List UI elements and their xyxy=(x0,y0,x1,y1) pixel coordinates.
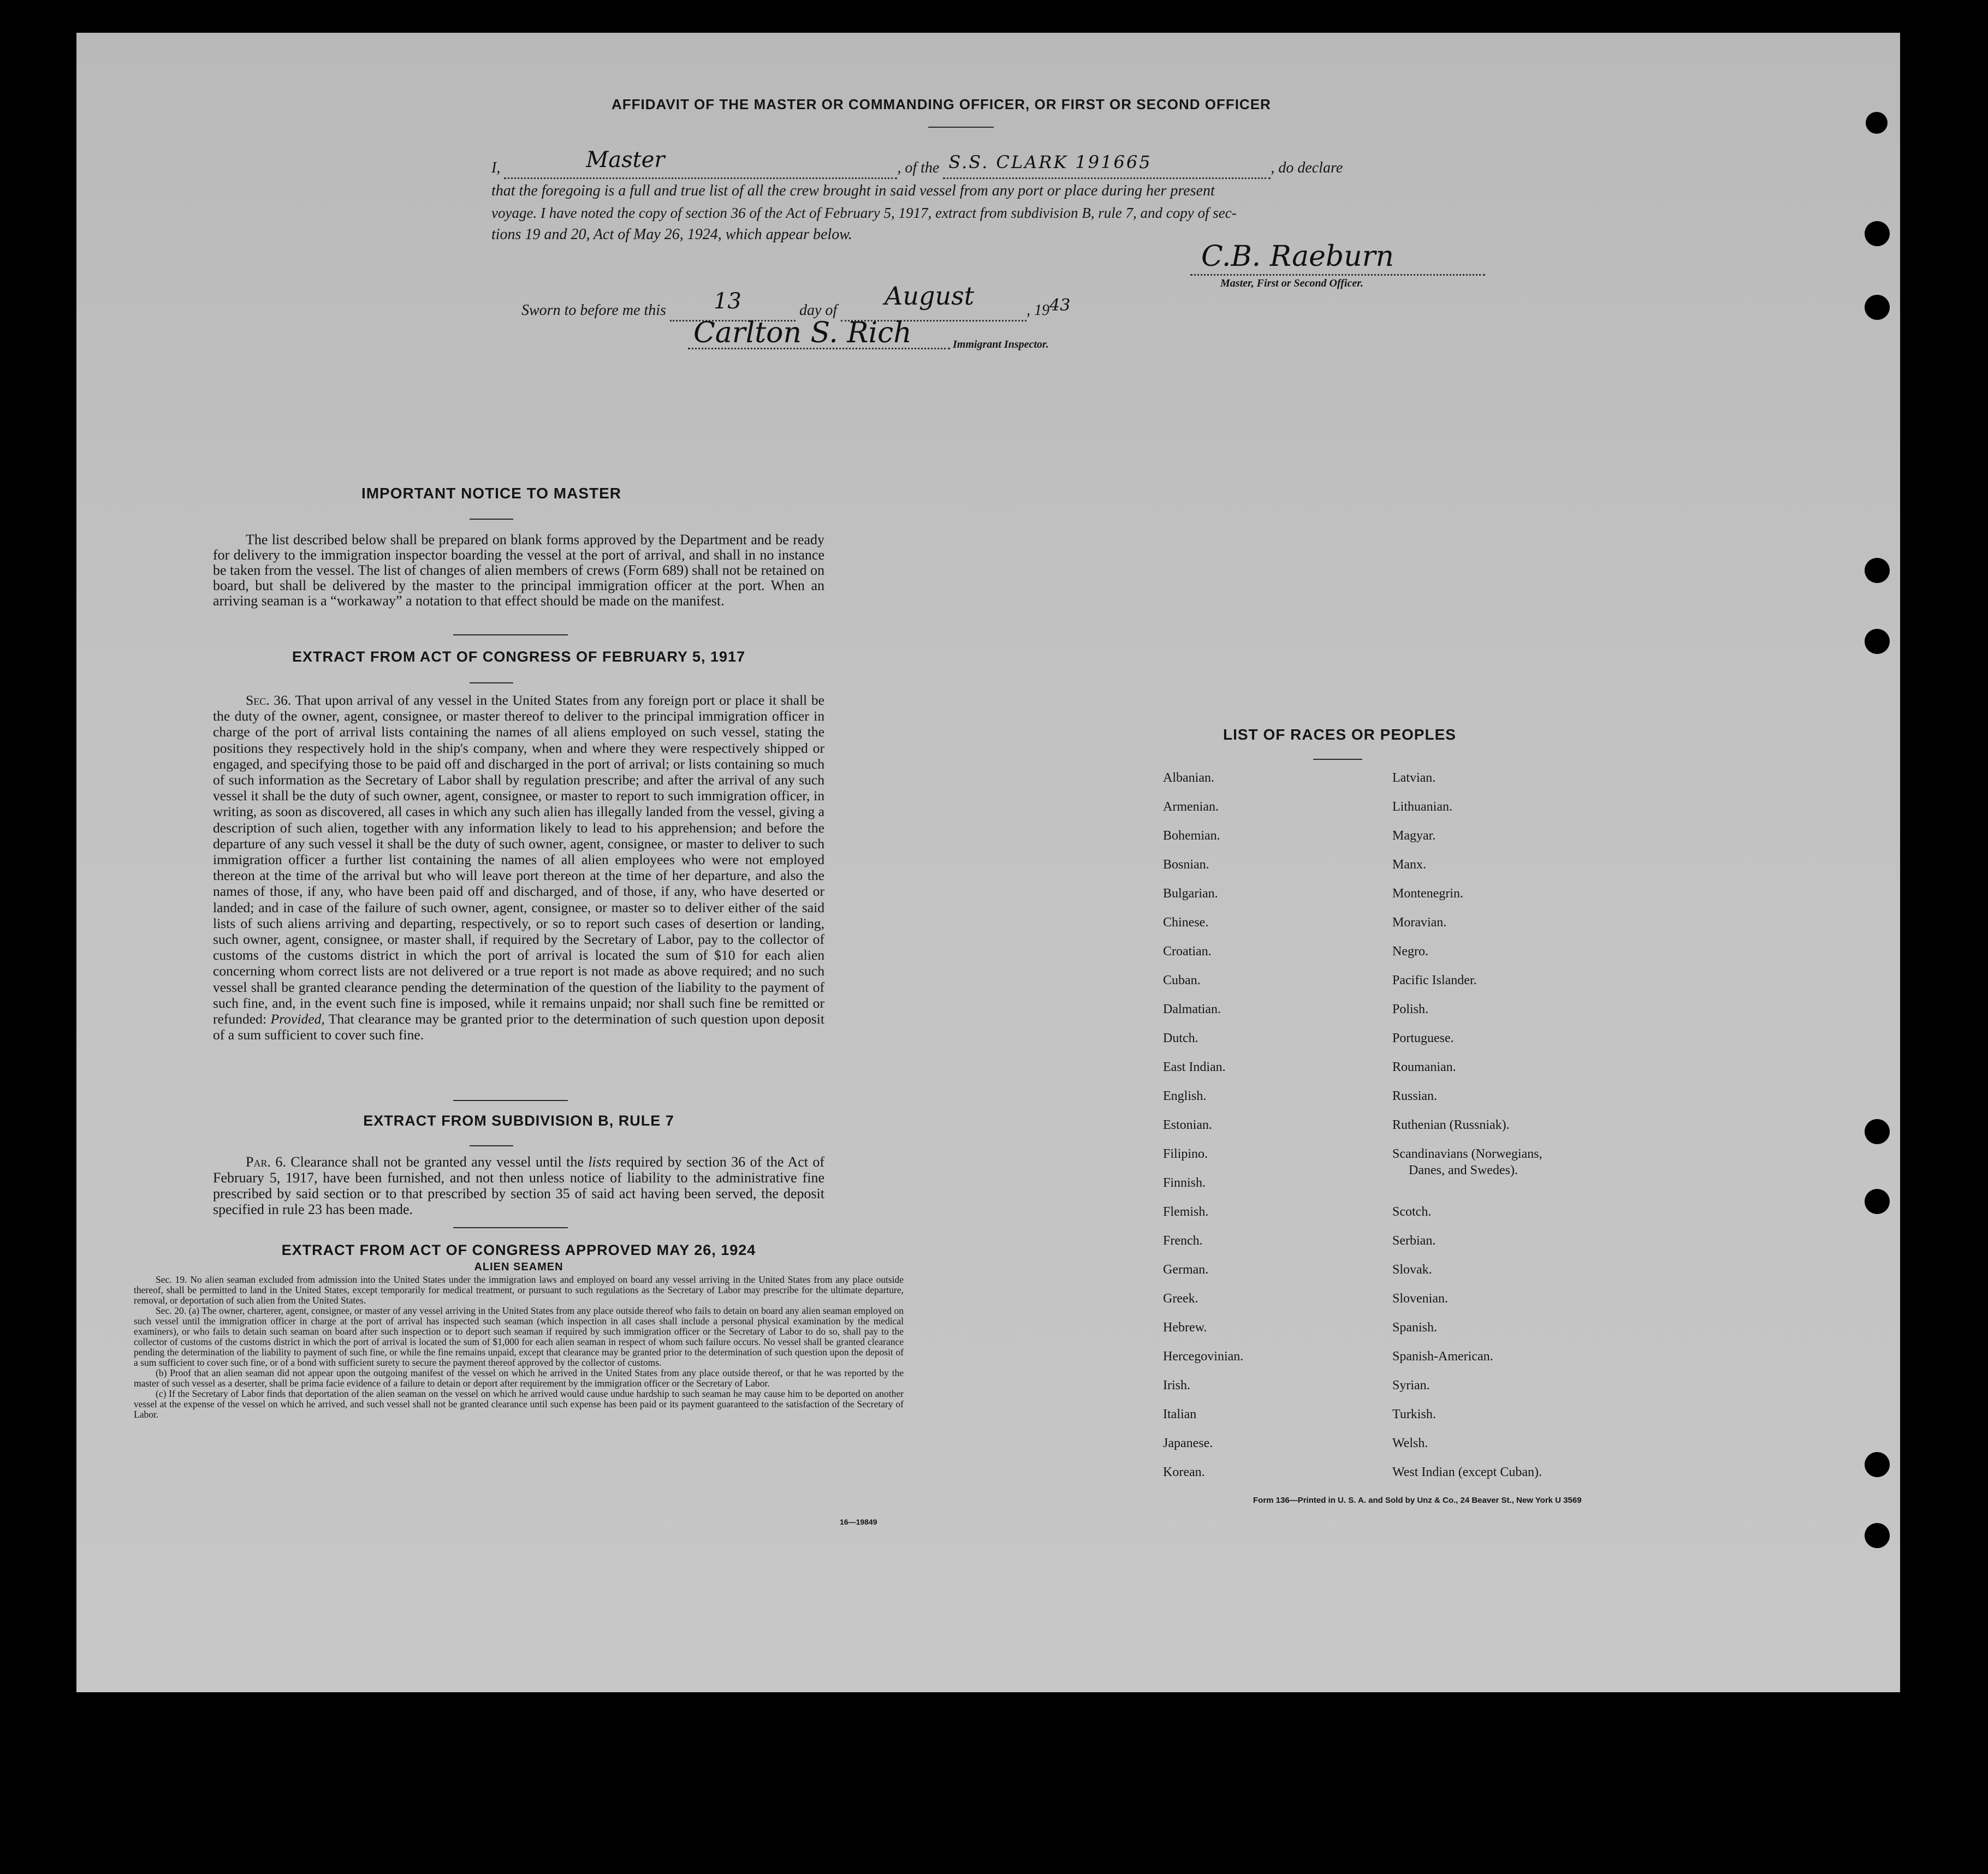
rule7-heading: EXTRACT FROM SUBDIVISION B, RULE 7 xyxy=(363,1112,674,1129)
punch-hole xyxy=(1865,221,1890,246)
race-item: Greek. xyxy=(1163,1292,1198,1306)
race-item: East Indian. xyxy=(1163,1060,1226,1074)
race-item: Japanese. xyxy=(1163,1436,1213,1450)
race-item: Negro. xyxy=(1392,944,1428,959)
race-item: Armenian. xyxy=(1163,800,1219,814)
extract-1917-text: Sec. 36. That upon arrival of any vessel in the United States from any foreign port or place it shall be the duty of the owner, agent, consignee, or master thereof to deliver to the principal immigration officer in charge of the port of arrival lists containing the names of all aliens employed on such vessel, stating the positions they respectively hold in the ship's company, when and where they were respectively shipped or engaged, and specifying those to be paid off and discharged in the port of arrival; or lists containing so much of such information as the Secretary of Labor shall by regulation prescribe; and after the arrival of any such vessel it shall be the duty of such owner, agent, consignee, or master to report to such immigration officer, in writing, as soon as discovered, all cases in which any such alien has illegally landed from the vessel, giving a description of such alien, together with any information likely to lead to his apprehension; and before the departure of any such vessel it shall be the duty of such owner, agent, consignee, or master to deliver to such immigration officer a further list containing the names of all alien employees who were not employed thereon at the time of the arrival but who will leave port thereon at the time of her departure, and also the names of those, if any, who have been paid off and discharged, and of those, if any, who have deserted or landed; and in case of the failure of such owner, agent, consignee, or master so to deliver either of the said lists of such aliens arriving and departing, respectively, or so to report such cases of desertion or landing, such owner, agent, consignee, or master shall, if required by the Secretary of Labor, pay to the collector of customs of the customs district in which the port of arrival is located the sum of $10 for each alien concerning whom correct lists are not delivered or a true report is not made as above required; and no such vessel shall be granted clearance pending the determination of the question of the liability to the payment of such fine, and, in the event such fine is imposed, while it remains unpaid; nor shall such fine be remitted or refunded: Provided, That clearance may be granted prior to the determination of such question upon deposit of a sum sufficient to cover such fine. xyxy=(213,692,824,1043)
race-item: Scotch. xyxy=(1392,1205,1432,1219)
affidavit-line-2: that the foregoing is a full and true list of all the crew brought in said vessel from any port or place during her present xyxy=(491,182,1215,199)
race-item: Italian xyxy=(1163,1407,1197,1421)
race-item: Russian. xyxy=(1392,1089,1438,1103)
divider xyxy=(470,1145,513,1146)
manifest-page xyxy=(76,33,1900,1692)
punch-hole xyxy=(1865,1189,1890,1214)
punch-hole xyxy=(1865,558,1890,583)
race-item: Magyar. xyxy=(1392,829,1436,843)
race-item: Estonian. xyxy=(1163,1118,1212,1132)
notice-heading: IMPORTANT NOTICE TO MASTER xyxy=(361,485,622,502)
inspector-signature-line xyxy=(688,347,950,349)
punch-hole xyxy=(1865,1523,1890,1548)
race-item: Syrian. xyxy=(1392,1378,1430,1393)
notice-text: The list described below shall be prepared on blank forms approved by the Department and be ready for delivery to the immigration inspector boarding the vessel at the port of arrival, and shall in no instance be taken from the vessel. The list of changes of alien members of crews (Form 689) shall not be retained on board, but shall be delivered by the master to the principal immigration officer at the port. When an arriving seaman is a “workaway” a notation to that effect should be made on the manifest. xyxy=(213,532,824,609)
extract-1917-heading: EXTRACT FROM ACT OF CONGRESS OF FEBRUARY 5, 1917 xyxy=(292,649,746,665)
race-item: Bohemian. xyxy=(1163,829,1220,843)
race-item: Irish. xyxy=(1163,1378,1190,1393)
affidavit-line-4: tions 19 and 20, Act of May 26, 1924, which appear below. xyxy=(491,226,852,243)
sworn-line: Sworn to before me this 13 day of August , 1943 xyxy=(521,299,1070,322)
race-item: Korean. xyxy=(1163,1465,1205,1479)
race-item: French. xyxy=(1163,1234,1203,1248)
sworn-month-handwritten: August xyxy=(885,281,975,311)
race-item: Slovenian. xyxy=(1392,1292,1448,1306)
race-item: Danes, and Swedes). xyxy=(1409,1163,1518,1177)
race-item: Polish. xyxy=(1392,1002,1429,1016)
race-item: Bulgarian. xyxy=(1163,887,1218,901)
divider xyxy=(453,1100,568,1101)
race-item: English. xyxy=(1163,1089,1207,1103)
form-code: 16—19849 xyxy=(840,1518,877,1526)
race-item: Flemish. xyxy=(1163,1205,1209,1219)
race-item: Pacific Islander. xyxy=(1392,973,1477,987)
race-item: Portuguese. xyxy=(1392,1031,1454,1045)
race-item: Dutch. xyxy=(1163,1031,1198,1045)
inspector-label: Immigrant Inspector. xyxy=(953,338,1049,350)
punch-hole xyxy=(1865,1119,1890,1144)
race-item: Scandinavians (Norwegians, xyxy=(1392,1147,1542,1161)
race-item: Welsh. xyxy=(1392,1436,1428,1450)
year-handwritten: 43 xyxy=(1049,296,1071,315)
vessel-name-field xyxy=(943,152,1271,179)
sworn-day-handwritten: 13 xyxy=(713,289,741,314)
race-item: Dalmatian. xyxy=(1163,1002,1221,1016)
divider xyxy=(470,682,513,683)
form-footer: Form 136—Printed in U. S. A. and Sold by Unz & Co., 24 Beaver St., New York U 3569 xyxy=(1253,1496,1582,1505)
race-item: Lithuanian. xyxy=(1392,800,1452,814)
master-signature: C.B. Raeburn xyxy=(1201,240,1394,273)
inspector-signature: Carlton S. Rich xyxy=(693,317,912,349)
master-name-handwritten: Master xyxy=(586,147,665,172)
race-item: Spanish. xyxy=(1392,1320,1438,1335)
race-item: Montenegrin. xyxy=(1392,887,1463,901)
race-item: West Indian (except Cuban). xyxy=(1392,1465,1542,1479)
race-item: German. xyxy=(1163,1263,1209,1277)
race-item: Roumanian. xyxy=(1392,1060,1456,1074)
race-item: Serbian. xyxy=(1392,1234,1436,1248)
race-item: Ruthenian (Russniak). xyxy=(1392,1118,1510,1132)
affidavit-heading: AFFIDAVIT OF THE MASTER OR COMMANDING OFFICER, OR FIRST OR SECOND OFFICER xyxy=(612,96,1271,112)
alien-seamen-subheading: ALIEN SEAMEN xyxy=(474,1261,563,1273)
race-item: Filipino. xyxy=(1163,1147,1208,1161)
race-item: Moravian. xyxy=(1392,915,1447,930)
race-item: Spanish-American. xyxy=(1392,1349,1493,1364)
divider xyxy=(470,519,513,520)
race-item: Chinese. xyxy=(1163,915,1209,930)
races-heading: LIST OF RACES OR PEOPLES xyxy=(1223,726,1456,743)
race-item: Bosnian. xyxy=(1163,858,1209,872)
race-item: Manx. xyxy=(1392,858,1426,872)
vessel-name-handwritten: S.S. CLARK 191665 xyxy=(948,152,1152,172)
rule7-text: Par. 6. Clearance shall not be granted any vessel until the lists required by section 36 of the Act of February 5, 1917, have been furnished, and not then unless notice of liability to the administrative fine prescribed by said section or to that prescribed by section 35 of said act having been served, the deposit specified in rule 23 has been made. xyxy=(213,1154,825,1217)
master-signature-line xyxy=(1190,273,1485,276)
extract-1924-text: Sec. 19. No alien seaman excluded from admission into the United States under the immigration laws and employed on board any vessel arriving in the United States from any place outside thereof, shall be permitted to land in the United States, except temporarily for medical treatment, or pursuant to such regulations as the Secretary of Labor may prescribe for the ultimate departure, removal, or deportation of such alien from the United States. Sec. 20. (a) The owner, charterer, agent, consignee, or master of any vessel arriving in the United States from any place outside thereof who fails to detain on board any alien seaman employed on such vessel until the immigration officer in charge at the port of arrival has inspected such seaman (which inspection in all cases shall include a personal physical examination by the medical examiners), or who fails to detain such seaman on board after such inspection or to deport such seaman if required by such immigration officer or the Secretary of Labor to do so, shall pay to the collector of customs of the customs district in which the port of arrival is located the sum of $1,000 for each alien seaman in respect of whom such failure occurs. No vessel shall be granted clearance pending the determination of the liability to payment of such fine, or while the fine remains unpaid, except that clearance may be granted prior to the determination of such question upon the deposit of a sum sufficient to cover such fine, or of a bond with sufficient surety to secure the payment thereof approved by the collector of customs. (b) Proof that an alien seaman did not appear upon the outgoing manifest of the vessel on which he arrived in the United States from any place outside thereof, or that he was reported by the master of such vessel as a deserter, shall be prima facie evidence of a failure to detain or deport after requirement by the immigration officer or the Secretary of Labor. (c) If the Secretary of Labor finds that deportation of the alien seaman on the vessel on which he arrived would cause undue hardship to such seaman he may cause him to be deported on another vessel at the expense of the vessel on which he arrived, and such vessel shall not be granted clearance until such expense has been paid or its payment guaranteed to the satisfaction of the Secretary of Labor. xyxy=(134,1274,904,1420)
master-signature-label: Master, First or Second Officer. xyxy=(1220,277,1363,289)
race-item: Albanian. xyxy=(1163,771,1214,785)
race-item: Slovak. xyxy=(1392,1263,1432,1277)
punch-hole xyxy=(1866,112,1888,134)
race-item: Cuban. xyxy=(1163,973,1201,987)
race-item: Hebrew. xyxy=(1163,1320,1207,1335)
divider xyxy=(453,634,568,635)
race-item: Turkish. xyxy=(1392,1407,1436,1421)
affidavit-line-3: voyage. I have noted the copy of section 36 of the Act of February 5, 1917, extract from subdivision B, rule 7, and copy of sec- xyxy=(491,205,1237,221)
extract-1924-heading: EXTRACT FROM ACT OF CONGRESS APPROVED MAY 26, 1924 xyxy=(281,1242,756,1258)
punch-hole xyxy=(1865,295,1890,320)
race-item: Hercegovinian. xyxy=(1163,1349,1244,1364)
punch-hole xyxy=(1865,1452,1890,1477)
master-name-field xyxy=(504,147,897,179)
race-item: Croatian. xyxy=(1163,944,1212,959)
divider xyxy=(1313,759,1362,760)
divider xyxy=(453,1227,568,1228)
divider xyxy=(928,127,994,128)
affidavit-line-1: I, Master , of the S.S. CLARK 191665 , do declare xyxy=(491,157,1594,179)
race-item: Finnish. xyxy=(1163,1176,1206,1190)
race-item: Latvian. xyxy=(1392,771,1436,785)
punch-hole xyxy=(1865,629,1890,654)
